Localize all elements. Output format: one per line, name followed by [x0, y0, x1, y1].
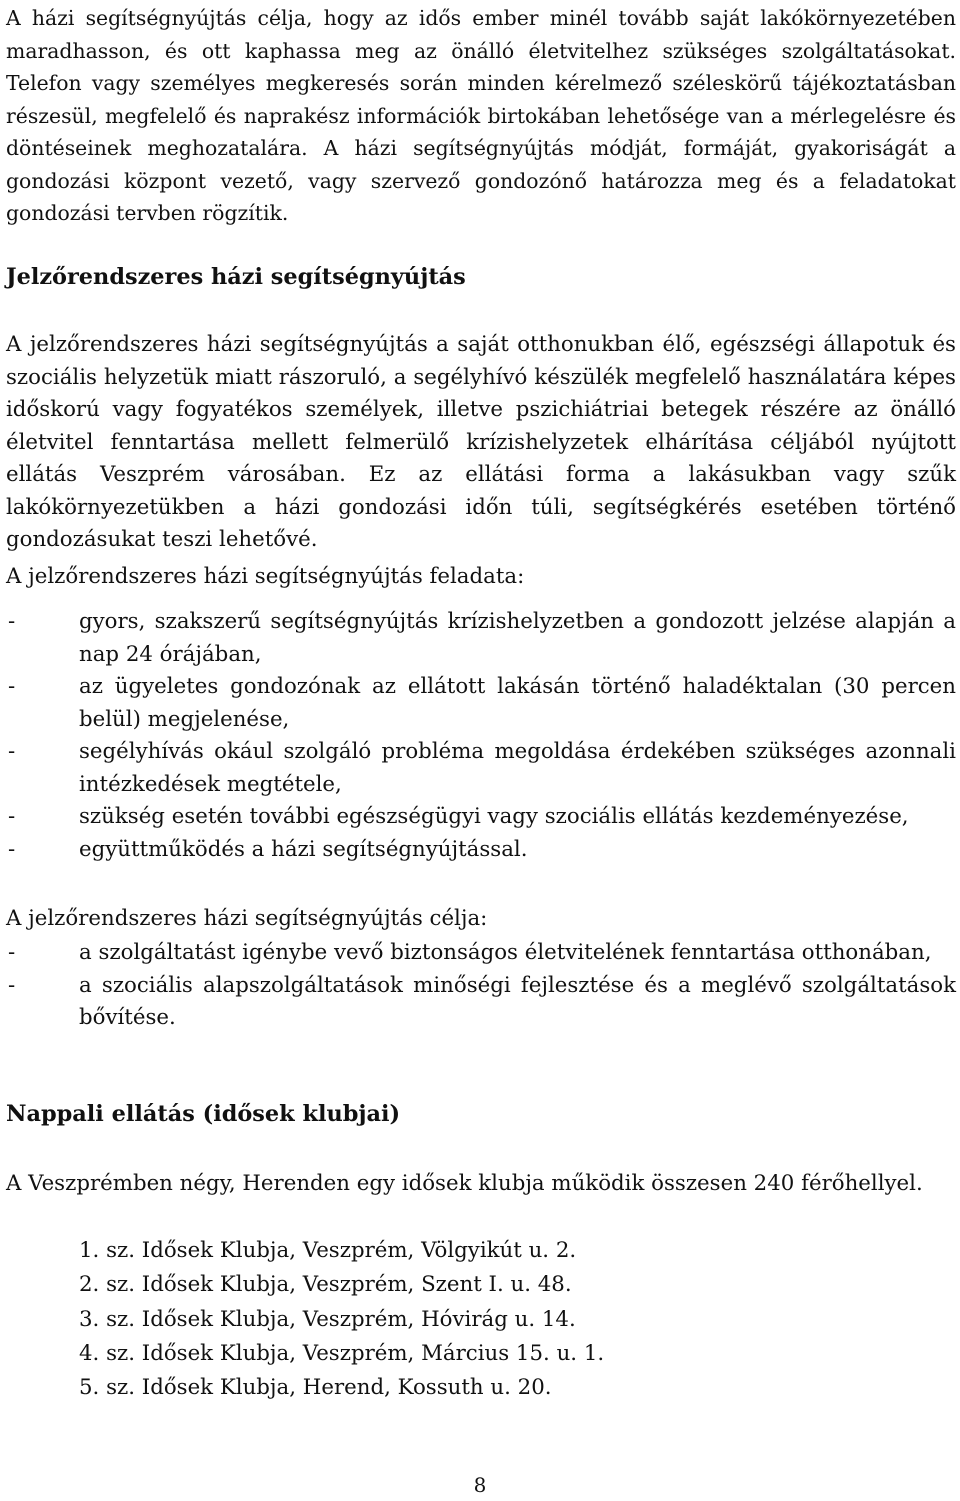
nappali-paragraph: A Veszprémben négy, Herenden egy idősek klubja működik összesen 240 férőhellyel.	[6, 1171, 923, 1196]
task-list-item: - szükség esetén további egészségügyi vagy szociális ellátás kezdeményezése,	[6, 801, 956, 834]
section-heading-nappali: Nappali ellátás (idősek klubjai)	[6, 1101, 401, 1127]
club-list-item: 1. sz. Idősek Klubja, Veszprém, Völgyikút u. 2.	[79, 1238, 577, 1263]
tasks-label: A jelzőrendszeres házi segítségnyújtás feladata:	[6, 564, 525, 589]
club-list-item: 4. sz. Idősek Klubja, Veszprém, Március 15. u. 1.	[79, 1340, 605, 1366]
task-list-item: - együttműködés a házi segítségnyújtással.	[6, 834, 956, 867]
jelzorendszer-paragraph: A jelzőrendszeres házi segítségnyújtás a saját otthonukban élő, egészségi állapotuk és szociális helyzetük miatt rászoruló, a segélyhívó készülék megfelelő használatára képes időskorú vagy fogyatékos személyek, illetve pszichiátriai betegek részére az önálló életvitel fenntartása mellett felmerülő krízishelyzetek elhárítása céljából nyújtott ellátás Veszprém városában. Ez az ellátási forma a lakásukban vagy szűk lakókörnyezetükben a házi gondozási időn túli, segítségkérés esetében történő gondozásukat teszi lehetővé.	[6, 332, 956, 552]
intro-paragraph: A házi segítségnyújtás célja, hogy az idős ember minél tovább saját lakókörnyezetében maradhasson, és ott kaphassa meg az önálló életvitelhez szükséges szolgáltatásokat. Telefon vagy személyes megkeresés során minden kérelmező széleskörű tájékoztatásban részesül, megfelelő és naprakész információk birtokában lehetősége van a mérlegelésre és döntéseinek meghozatalára. A házi segítségnyújtás módját, formáját, gyakoriságát a gondozási központ vezető, vagy szervező gondozónő határozza meg és a feladatokat gondozási tervben rögzítik.	[6, 6, 956, 225]
club-list-item: 3. sz. Idősek Klubja, Veszprém, Hóvirág u. 14.	[79, 1306, 576, 1332]
tasks-list	[6, 606, 956, 866]
task-list-item: - gyors, szakszerű segítségnyújtás krízishelyzetben a gondozott jelzése alapján a nap 24 órájában,	[6, 606, 956, 671]
task-list-item: - az ügyeletes gondozónak az ellátott lakásán történő haladéktalan (30 percen belül) megjelenése,	[6, 671, 956, 736]
club-list-item: 2. sz. Idősek Klubja, Veszprém, Szent I. u. 48.	[79, 1272, 572, 1298]
section-heading-jelzorendszer: Jelzőrendszeres házi segítségnyújtás	[6, 264, 466, 290]
task-list-item: - segélyhívás okául szolgáló probléma megoldása érdekében szükséges azonnali intézkedések megtétele,	[6, 736, 956, 801]
clubs-list	[6, 1234, 956, 1405]
goals-list	[6, 937, 956, 1035]
goal-list-item: - a szolgáltatást igénybe vevő biztonságos életvitelének fenntartása otthonában,	[6, 937, 956, 970]
page-number: 8	[473, 1473, 487, 1497]
club-list-item: 5. sz. Idősek Klubja, Herend, Kossuth u. 20.	[79, 1375, 552, 1401]
goals-label: A jelzőrendszeres házi segítségnyújtás célja:	[6, 906, 488, 931]
goal-list-item: - a szociális alapszolgáltatások minőségi fejlesztése és a meglévő szolgáltatások bővítése.	[6, 970, 956, 1035]
